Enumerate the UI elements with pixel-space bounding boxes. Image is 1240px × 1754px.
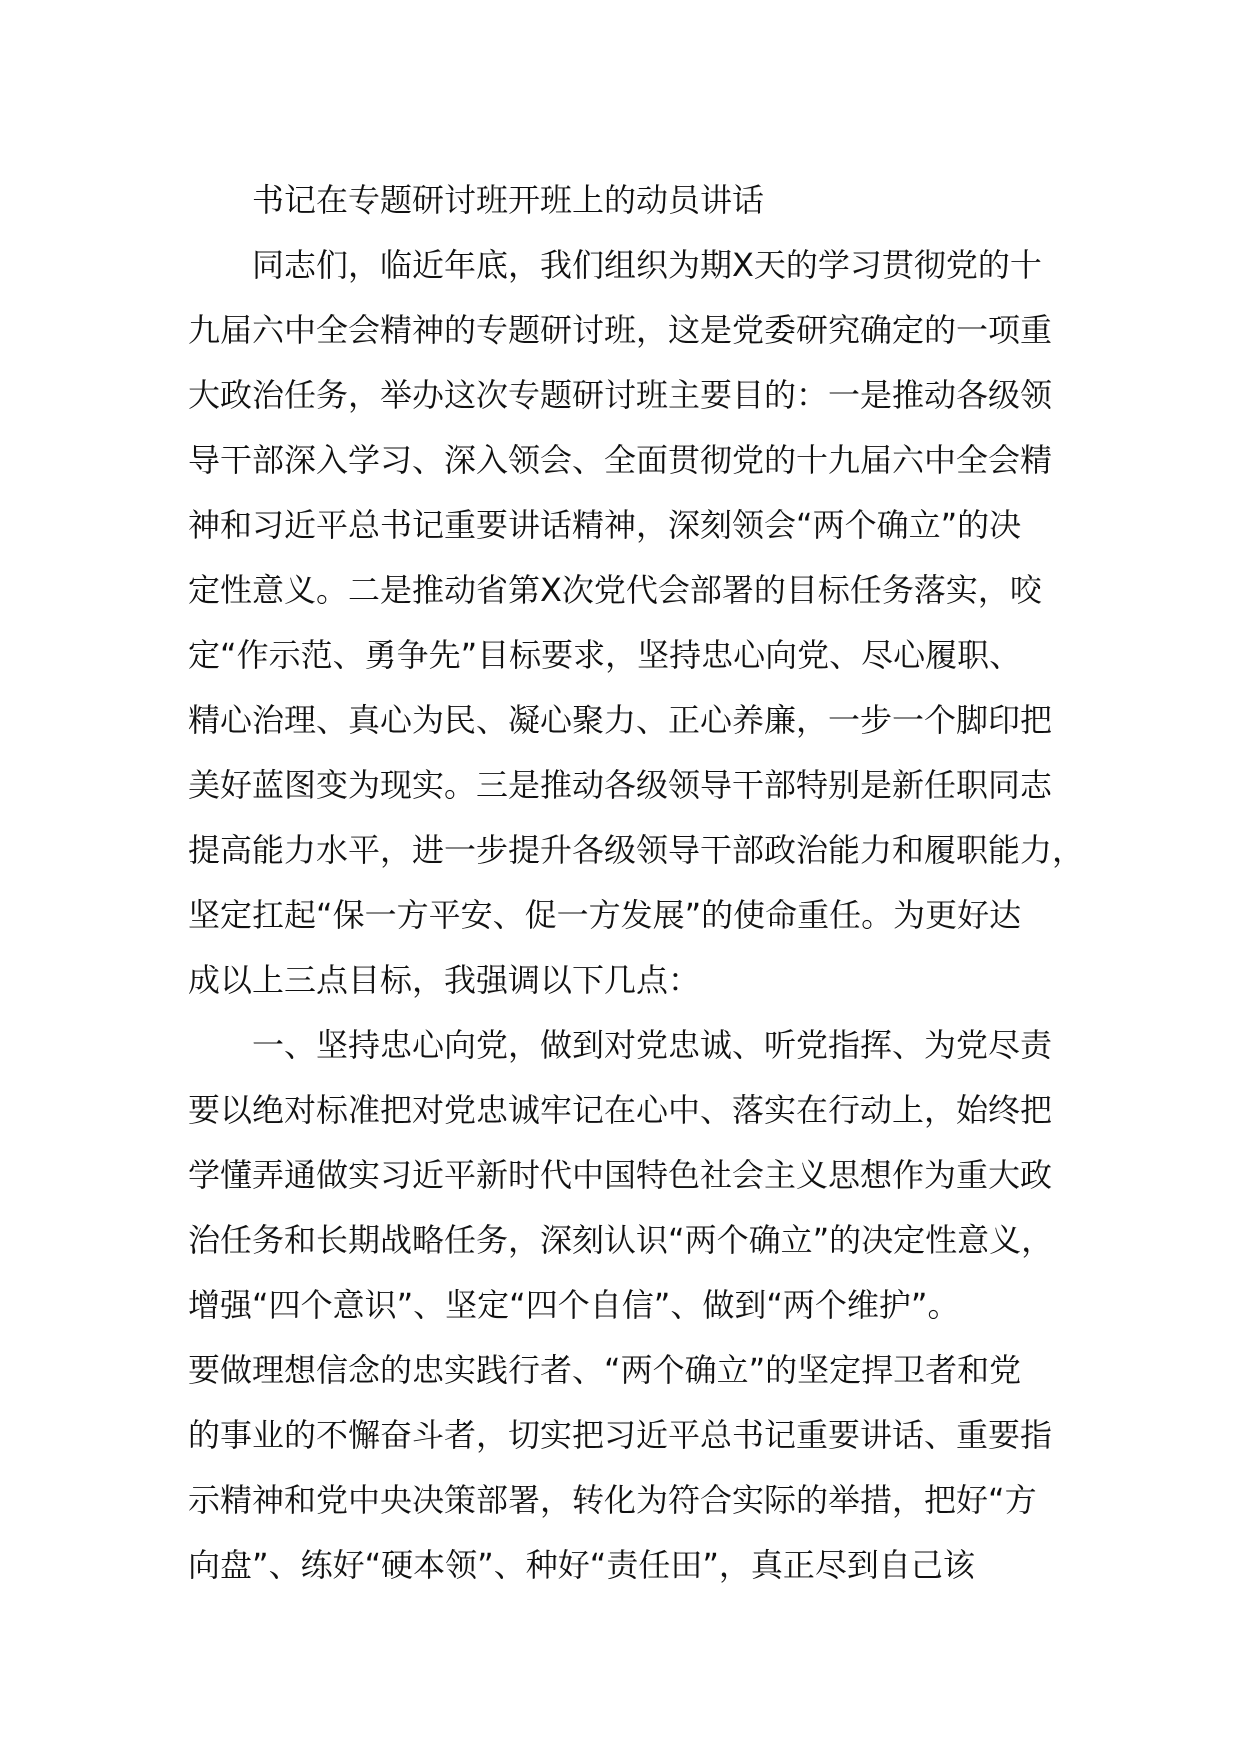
paragraph-line: 要以绝对标准把对党忠诚牢记在心中、落实在行动上，始终把 [188, 1091, 1053, 1129]
document-body [188, 168, 1085, 1598]
paragraph-line: 提高能力水平，进一步提升各级领导干部政治能力和履职能力， [188, 831, 1085, 869]
paragraph-line: 增强“四个意识”、坚定“四个自信”、做到“两个维护”。 [188, 1286, 960, 1324]
paragraph-line: 定“作示范、勇争先”目标要求，坚持忠心向党、尽心履职、 [188, 636, 1022, 674]
paragraph-line: 坚定扛起“保一方平安、促一方发展”的使命重任。为更好达 [188, 896, 1022, 934]
paragraph-line: 的事业的不懈奋斗者，切实把习近平总书记重要讲话、重要指 [188, 1416, 1053, 1454]
paragraph-line: 要做理想信念的忠实践行者、“两个确立”的坚定捍卫者和党 [188, 1351, 1022, 1389]
document-title: 书记在专题研讨班开班上的动员讲话 [252, 181, 765, 219]
paragraph-line: 导干部深入学习、深入领会、全面贯彻党的十九届六中全会精 [188, 441, 1053, 479]
section-heading: 一、坚持忠心向党，做到对党忠诚、听党指挥、为党尽责 [252, 1026, 1053, 1064]
paragraph-line: 精心治理、真心为民、凝心聚力、正心养廉，一步一个脚印把 [188, 701, 1053, 739]
paragraph-line: 美好蓝图变为现实。三是推动各级领导干部特别是新任职同志 [188, 766, 1053, 804]
paragraph-line: 神和习近平总书记重要讲话精神，深刻领会“两个确立”的决 [188, 506, 1022, 544]
paragraph-line: 示精神和党中央决策部署，转化为符合实际的举措，把好“方 [188, 1481, 1037, 1519]
paragraph-line: 成以上三点目标，我强调以下几点： [188, 961, 701, 999]
paragraph-line: 向盘”、练好“硬本领”、种好“责任田”，真正尽到自己该 [188, 1546, 975, 1584]
paragraph-line: 同志们，临近年底，我们组织为期X天的学习贯彻党的十 [252, 246, 1042, 284]
paragraph-line: 治任务和长期战略任务，深刻认识“两个确立”的决定性意义， [188, 1221, 1054, 1259]
paragraph-line: 大政治任务，举办这次专题研讨班主要目的：一是推动各级领 [188, 376, 1053, 414]
paragraph-line: 学懂弄通做实习近平新时代中国特色社会主义思想作为重大政 [188, 1156, 1053, 1194]
paragraph-line: 九届六中全会精神的专题研讨班，这是党委研究确定的一项重 [188, 311, 1053, 349]
paragraph-line: 定性意义。二是推动省第X次党代会部署的目标任务落实，咬 [188, 571, 1042, 609]
